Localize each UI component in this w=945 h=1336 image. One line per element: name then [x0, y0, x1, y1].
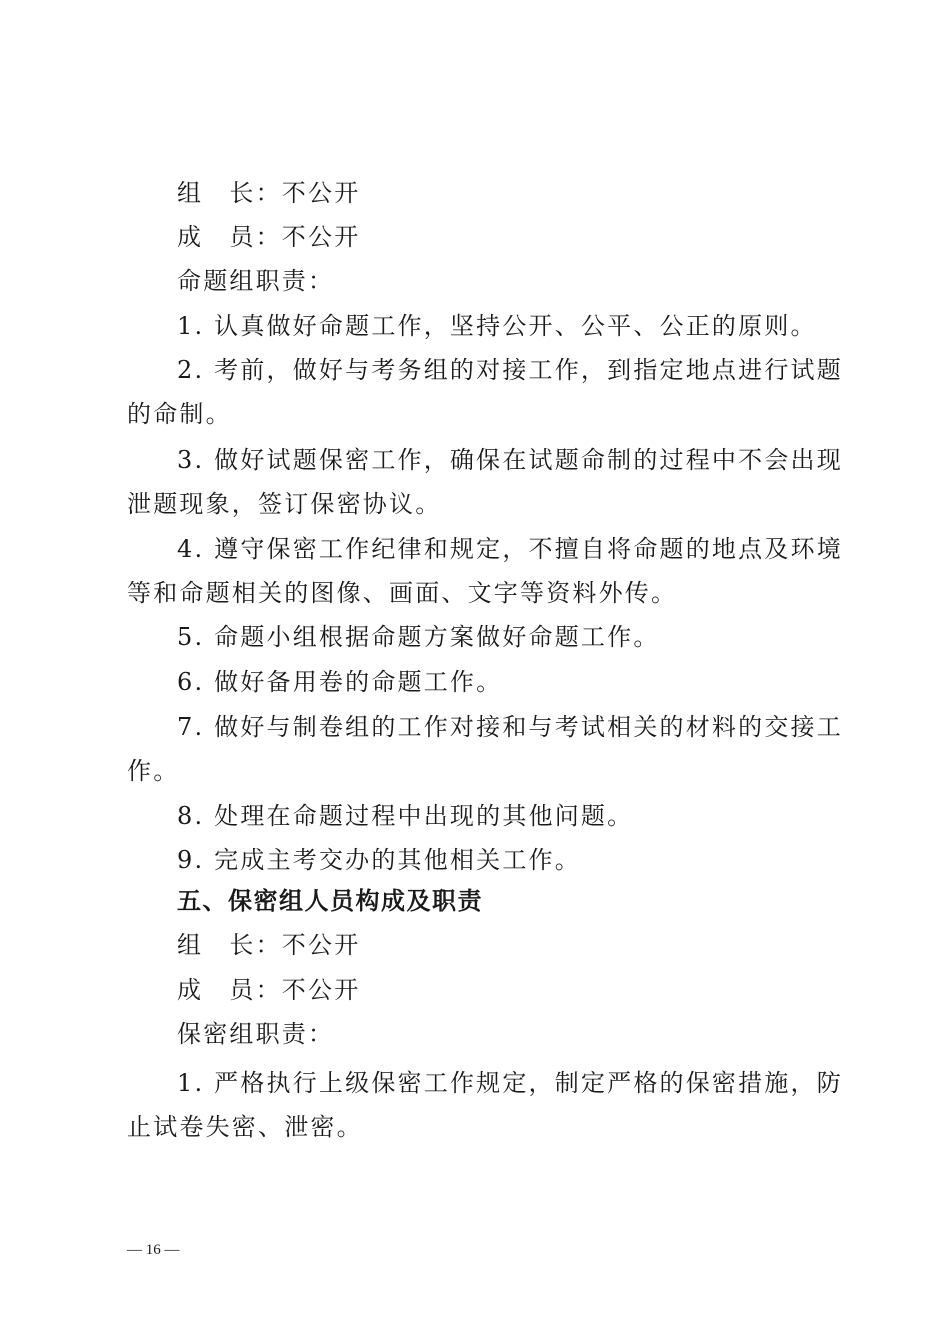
- section-subtitle-duties: 命题组职责：: [177, 267, 335, 295]
- member-line-1: 成 员：不公开: [177, 223, 361, 251]
- duty-item-3: 3. 做好试题保密工作，确保在试题命制的过程中不会出现: [177, 446, 843, 474]
- security-duty-item-1: 1. 严格执行上级保密工作规定，制定严格的保密措施，防: [177, 1069, 843, 1097]
- duty-item-6: 6. 做好备用卷的命题工作。: [177, 668, 503, 696]
- section-subtitle-security-duties: 保密组职责：: [177, 1020, 335, 1048]
- duty-item-1: 1. 认真做好命题工作，坚持公开、公平、公正的原则。: [177, 312, 817, 340]
- leader-line-2: 组 长：不公开: [177, 931, 361, 959]
- duty-item-7-cont: 作。: [127, 757, 180, 785]
- duty-item-5: 5. 命题小组根据命题方案做好命题工作。: [177, 623, 660, 651]
- duty-item-2-cont: 的命制。: [127, 400, 232, 428]
- section-heading-five: 五、保密组人员构成及职责: [177, 887, 483, 915]
- duty-item-9: 9. 完成主考交办的其他相关工作。: [177, 846, 581, 874]
- member-line-2: 成 员：不公开: [177, 976, 361, 1004]
- duty-item-2: 2. 考前，做好与考务组的对接工作，到指定地点进行试题: [177, 356, 843, 384]
- security-duty-item-1-cont: 止试卷失密、泄密。: [127, 1113, 363, 1141]
- page-number: — 16 —: [127, 1242, 180, 1258]
- leader-line-1: 组 长：不公开: [177, 179, 361, 207]
- duty-item-3-cont: 泄题现象，签订保密协议。: [127, 490, 442, 518]
- duty-item-4-cont: 等和命题相关的图像、画面、文字等资料外传。: [127, 579, 678, 607]
- duty-item-4: 4. 遵守保密工作纪律和规定，不擅自将命题的地点及环境: [177, 535, 843, 563]
- duty-item-7: 7. 做好与制卷组的工作对接和与考试相关的材料的交接工: [177, 713, 843, 741]
- duty-item-8: 8. 处理在命题过程中出现的其他问题。: [177, 802, 634, 830]
